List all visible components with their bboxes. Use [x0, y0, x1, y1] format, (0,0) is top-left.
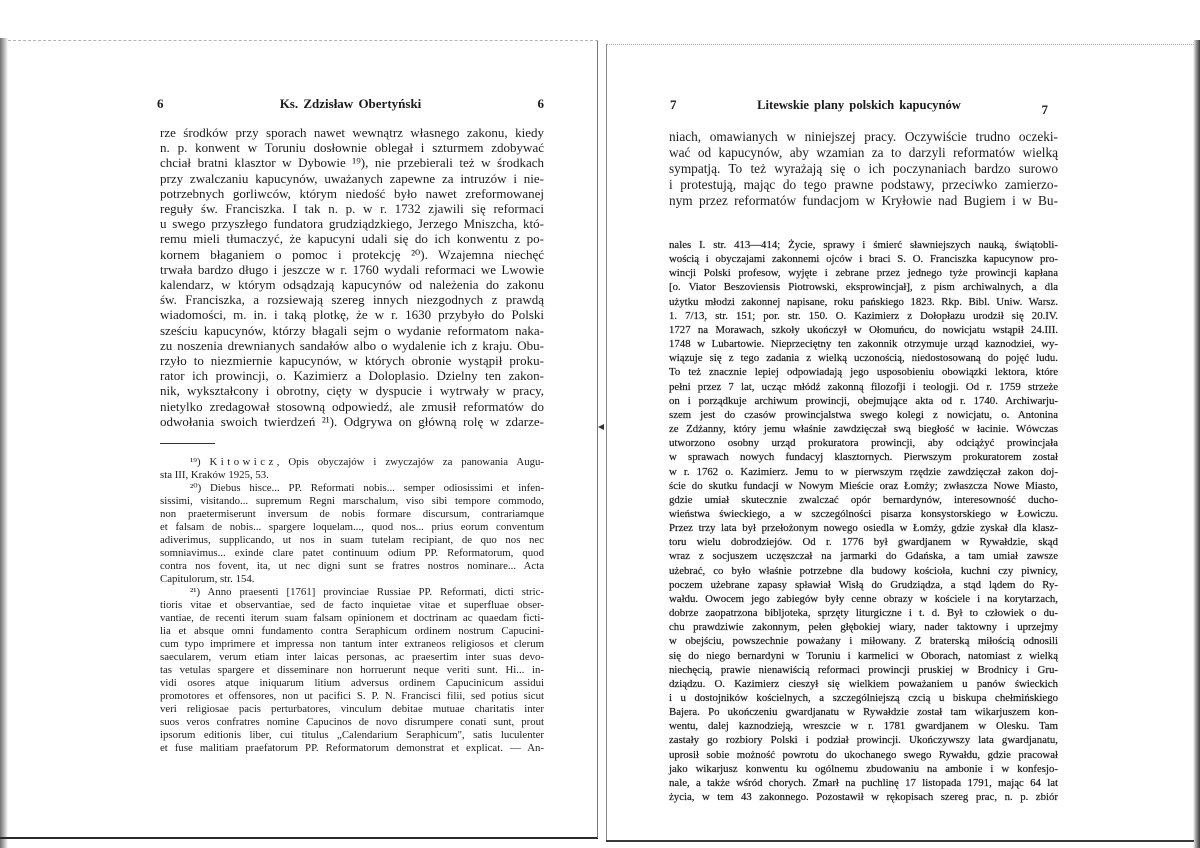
footnote-line: uprosił sobie możność powrotu do ukochanego swego Rywałdu, gdzie pracował: [669, 748, 1058, 761]
footnote-line: vidi osores atque iniquarum litium adversus ordinem Capucinicum assidui: [160, 676, 544, 689]
body-line: u swego przyszłego fundatora grudziądzkiego, Jerzego Mniszcha, któ-: [160, 216, 544, 232]
footnote-line: somniavimus... exinde clare patet continuum odium PP. Reformatorum, quod: [160, 546, 544, 559]
footnote-line: dziądzu. O. Kazimierz cieszył się wielkiem poważaniem u panów świeckich: [669, 677, 1058, 690]
footnotes: [160, 456, 544, 755]
footnote-line: w r. 1762 o. Kazimierz. Jemu to w pierwszym rzędzie zawdzięczał zakon doj-: [669, 465, 1058, 478]
footnote-line: życia, w tem 43 zakonnego. Pozostawił w rękopisach szereg prac, n. p. zbiór: [669, 791, 1058, 804]
body-line: wać od kapucynów, aby wzamian za to darzyli reformatów wielką: [669, 145, 1058, 160]
footnote-line: gdzie umiał skutecznie zwalczać opór bernardynów, interesowność ducho-: [669, 493, 1058, 506]
footnote-line: tioris vitae et observantiae, sed de facto inquietae vitae et superfluae obser-: [160, 598, 544, 611]
footnote-line: ście do skutku fundacji w Nowym Mieście oraz Łomży; zwłaszcza Nowe Miasto,: [669, 479, 1058, 492]
body-line: kornem błaganiem o pomoc i protekcję ²⁰). Wzajemna niechęć: [160, 246, 544, 262]
body-line: rzyło to niezmiernie kapucynów, w których obronie wystąpił proku-: [160, 353, 544, 369]
footnote-line: chu prawdziwie zakonnym, pełen głębokiej wiary, nader taktowny i uprzejmy: [669, 621, 1058, 634]
footnote-line: et fuse malitiam praefatorum PP. Reformatorum demonstrat et explicat. — An-: [160, 741, 544, 754]
footnote-line: on i porządkuje archiwum prowincji, obejmujące akta od r. 1740. Archiwarju-: [669, 394, 1058, 407]
footnote-line: suos veros confratres nomine Capucinos de novo disrumpere conati sunt, prout: [160, 715, 544, 728]
footnote-text: , Opis obyczajów i zwyczajów za panowania Augu-: [276, 455, 544, 468]
footnote-line: adiverimus, supplicando, ut nos in suam tutelam recipiant, de quo nos nec: [160, 533, 544, 546]
footnote-text: Diebus hisce... PP. Reformati nobis... semper odiosissimi et infen-: [209, 481, 544, 494]
footnote-line: w sprawach nowych fundacyj klasztornych. Pierwszym prokuratorem został: [669, 451, 1058, 464]
right-page: [606, 0, 1200, 848]
body-line: rze środków przy sporach nawet wewnątrz własnego zakonu, kiedy: [160, 125, 544, 140]
body-line: wiadomości, m. in. i taką plotkę, że w r. 1630 przybyło do Polski: [160, 307, 544, 323]
footnote-marker: ¹⁹): [190, 455, 201, 468]
footnote-author: Kitowicz: [209, 455, 277, 468]
running-title: Ks. Zdzisław Obertyński: [279, 96, 422, 111]
footnote-line: użytku młodzi zakonnej napisane, roku pańskiego 1823. Rkp. Bibl. Uniw. Warsz.: [669, 295, 1058, 308]
footnote-first-line: [160, 456, 544, 469]
footnote-line: utworzono osobny urząd prokuratora prowincji, aby odciążyć prowincjała: [669, 437, 1058, 450]
page-number: 7: [1041, 102, 1048, 117]
footnote-line: poczem użebrane zapasy spławiał Wisłą do Grudziądza, a stąd lądem do Ry-: [669, 578, 1058, 591]
footnote-line: niechęcią, prawie nienawiścią reformaci prowincji pruskiej w Brodnicy i Gru-: [669, 663, 1058, 676]
body-line: i protestują, mając do tego prawne podstawy, przeciwko zamierzo-: [669, 177, 1058, 192]
body-line: trwała bardzo długo i jeszcze w r. 1760 wydali reformaci we Lwowie: [160, 261, 544, 277]
footnote-marker: ²¹): [190, 585, 201, 598]
footnote-line: się do niego bernardyni w Toruniu i karmelici w Oborach, natomiast z wielką: [669, 649, 1058, 662]
footnote-line: szem jest do czasów prowincjalstwa swego kolegi z nowicjatu, o. Antonina: [669, 408, 1058, 421]
body-line: nietylko zredagował stosowną odpowiedź, ale zmusił reformatów do: [160, 398, 544, 414]
footnote-line: wentu, dalej kaznodzieją, wreszcie w r. 1781 gwardjanem w Olesku. Tam: [669, 720, 1058, 733]
footnote-line: 1727 na Morawach, szkoły ukończył w Ołomuńcu, do nowicjatu wstąpił 24.III.: [669, 323, 1058, 336]
footnote-line: Przez trzy lata był przełożonym nowego osiedla w Łomży, gdzie zyskał dla klasz-: [669, 522, 1058, 535]
body-line: zu noszenia drewnianych sandałów albo o wydalenie ich z kraju. Obu-: [160, 337, 544, 353]
body-line: nik, wykształcony i obrotny, cięty w dyspucie i wytrwały w pracy,: [160, 383, 544, 399]
body-line: sześciu kapucynów, którzy błagali sejm o wydanie reformatom naka-: [160, 322, 544, 338]
footnote-line: wraz z socjuszem uczęszczał na jarmarki do Gdańska, a tam umiał zawsze: [669, 550, 1058, 563]
footnote-line: ze Zdżanny, który jemu właśnie zawdzięczał swą biegłość w łacinie. Wówczas: [669, 423, 1058, 436]
body-line: nym przez reformatów fundacjom w Kryłowie nad Bugiem i w Bu-: [669, 193, 1058, 208]
footnote-first-line: [160, 586, 544, 599]
footnote-line: zastały go rozbiory Polski i podział prowincji. Ukończywszy lata gwardjanatu,: [669, 734, 1058, 747]
footnote-line: jako wikarjusz konwentu ku ogólnemu zbudowaniu na ambonie i w konfesjo-: [669, 762, 1058, 775]
page-number: 7: [670, 97, 677, 112]
footnote-line: cum typo imprimere et impressa non tantum inter extraneos religiosos et clerum: [160, 637, 544, 650]
footnote-rule: [160, 443, 215, 444]
page-header: [157, 96, 544, 112]
footnote-line: veri religiosae pacis perturbatores, vinculum debitae mutuae charitatis inter: [160, 702, 544, 715]
footnote-first-line: [160, 482, 544, 495]
body-line: przy zwalczaniu kapucynów, uważanych zapewne za intruzów i nie-: [160, 170, 544, 186]
body-line: reguły św. Franciszka. I tak n. p. w r. 1732 zjawili się reformaci: [160, 201, 544, 217]
footnote-marker: ²⁰): [190, 481, 202, 494]
body-line: sympatją. To też wyrażają się o ich poczynaniach bardzo surowo: [669, 161, 1058, 176]
page-number: 6: [157, 96, 164, 111]
body-text: [669, 129, 1058, 209]
footnote-line: wałdu. Owocem jego zabiegów były cenne obrazy w kościele i na korytarzach,: [669, 592, 1058, 605]
footnote-line: vantiae, de recenti iterum suam falsam opinionem et doctrinam ac quaedam ficti-: [160, 611, 544, 624]
footnotes: [669, 238, 1058, 804]
footnote-line: nales I. str. 413—414; Życie, sprawy i śmierć sławniejszych nauką, świątobli-: [669, 239, 1058, 251]
footnote-line: pełni przez 7 lat, ucząc młódź zakonną filozofji i teologji. Od r. 1759 strzeże: [669, 380, 1058, 393]
page-header: [670, 97, 1048, 117]
body-line: św. Franciszka, a rozsiewają szereg innych niezgodnych z prawdą: [160, 292, 544, 308]
body-line: potrzebnych gorliwców, którym niedość było nawet zreformowanej: [160, 185, 544, 201]
footnote-line: lia et absque omni fundamento contra Seraphicum ordinem nostrum Capucini-: [160, 624, 544, 637]
footnote-line: ipsorum editionis liber, cui titulus „Calendarium Seraphicum", satis luculenter: [160, 728, 544, 741]
footnote-line: wiązuje się z tego zadania z wielką uczonością, niedostosowaną do pojęć ludu.: [669, 352, 1058, 365]
footnote-line: i u dostojników kościelnych, a szczególniejszą czcią u biskupa chełmińskiego: [669, 692, 1058, 704]
left-page: [0, 0, 599, 848]
footnote-line: dobrze zaopatrzona bibljoteka, sprzęty liturgiczne i t. d. Był to człowiek o du-: [669, 607, 1058, 620]
footnote-line: tas vetulas spargere et disseminare non horruerunt neque veriti sunt. Hi... in-: [160, 663, 544, 676]
footnote-line: promotores et offensores, non ut pacifici S. P. N. Francisci filii, sed potius sicut: [160, 689, 544, 702]
body-line: kalendarz, w którym odsądzają kapucynów od należenia do zakonu: [160, 277, 544, 293]
footnote-line: To też znacznie lepiej odpowiadają jego usposobieniu obowiązki lektora, które: [669, 366, 1058, 379]
footnote-line: wością i obyczajami zakonnemi ojców i braci S. O. Franciszka kapucynow pro-: [669, 253, 1058, 266]
running-title: Litewskie plany polskich kapucynów: [757, 98, 961, 112]
footnote-line: saecularem, verum etiam inter laicas personas, ac praesertim inter suas devo-: [160, 650, 544, 663]
body-line: niach, omawianych w niniejszej pracy. Oczywiście trudno oczeki-: [669, 129, 1058, 144]
body-line: n. p. konwent w Toruniu dosłownie oblegał i szturmem zdobywać: [160, 140, 544, 156]
footnote-line: 1. 7/13, str. 151; por. str. 150. O. Kazimierz z Dołopłazu urodził się 20.IV.: [669, 309, 1058, 322]
footnote-line: wincji Polski profesow, wyjęte i zebrane przez jednego tyże prowincji kapłana: [669, 267, 1058, 280]
footnote-line: et falsam de nobis... spargere loquelam..., quod nos... prius eorum conventum: [160, 520, 544, 533]
footnote-line: non praetermiserunt inversum de nobis formare discursum, contrariamque: [160, 507, 544, 520]
footnote-line: sissimi, visitando... supremum Regni marschalum, viso sibi tempore commodo,: [160, 494, 544, 507]
footnote-line: w obejściu, powszechnie poważany i miłowany. Z braterską miłością odnosili: [669, 635, 1058, 648]
footnote-line: 1748 w Lubartowie. Nieprzeciętny ten zakonnik otrzymuje urząd kaznodziei, wy-: [669, 338, 1058, 351]
footnote-line: toru wielu dobrodziejów. Od r. 1776 był gwardjanem w Rywałdzie, skąd: [669, 536, 1058, 549]
body-text: [160, 125, 544, 429]
body-line: rator ich prowincji, o. Kazimierz a Doloplasio. Dzielny ten zakon-: [160, 368, 544, 384]
body-line: remu mieli tłumaczyć, że kapucyni udali się do ich konwentu z po-: [160, 231, 544, 247]
footnote-line: contra nos fovent, ita, ut nec digni sunt se fratres nostros nominare... Acta: [160, 559, 544, 572]
footnote-line: Capitulorum, str. 154.: [160, 572, 255, 585]
footnote-line: Bajera. Po ukończeniu gwardjanatu w Rywałdzie został tam wikarjuszem kon-: [669, 706, 1058, 719]
footnote-line: sta III, Kraków 1925, 53.: [160, 468, 269, 481]
body-line: chciał bratni klasztor w Dybowie ¹⁹), nie przebierali też w środkach: [160, 155, 544, 171]
footnote-line: [o. Viator Beszoviensis Piotrowski, eksprowincjał], z pism archiwalnych, a dla: [669, 281, 1058, 294]
footnote-line: użebrać, co było właśnie potrzebne dla budowy kościoła, kuchni czy piwnicy,: [669, 564, 1058, 577]
footnote-line: nale, a także wśród chorych. Zmarł na puchlinę 17 listopada 1791, mając 64 lat: [669, 776, 1058, 789]
footnote-text: Anno praesenti [1761] provinciae Russiae PP. Reformati, dicti stric-: [207, 585, 544, 598]
page-number: 6: [537, 96, 544, 111]
body-line: odwołania swoich twierdzeń ²¹). Odgrywa on główną rolę w zdarze-: [160, 413, 544, 429]
footnote-line: wieństwa świeckiego, a w szczególności pisarza konsystorskiego w Łowiczu.: [669, 507, 1058, 520]
